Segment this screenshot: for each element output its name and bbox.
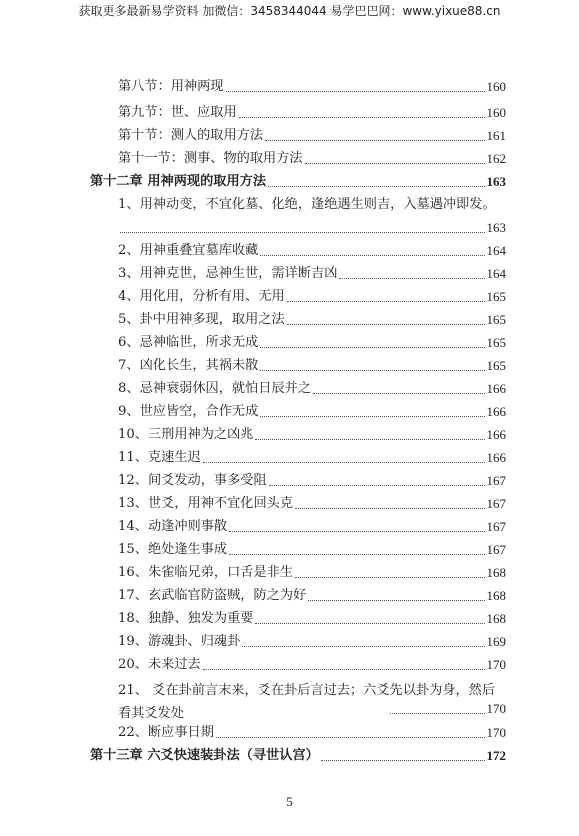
toc-page: 166 (486, 427, 506, 442)
toc-label: 19、游魂卦、归魂卦 (118, 634, 241, 649)
toc-label: 16、朱雀临兄弟，口舌是非生 (118, 565, 294, 580)
toc-label: 9、世应皆空，合作无成 (118, 404, 259, 419)
toc-entry[interactable] (118, 564, 506, 582)
toc-page: 165 (486, 358, 506, 373)
page-number: 5 (286, 794, 293, 809)
toc-entry[interactable] (118, 127, 506, 145)
toc-label: 第十三章 六爻快速装卦法（寻世认宫） (90, 748, 319, 763)
toc-entry[interactable] (118, 541, 506, 559)
toc-page: 163 (486, 174, 506, 189)
toc-entry[interactable] (118, 610, 506, 628)
toc-entry[interactable] (118, 357, 506, 375)
leader-dots (268, 186, 484, 187)
toc-page: 165 (486, 289, 506, 304)
toc-page: 160 (486, 79, 506, 94)
toc-entry[interactable] (118, 104, 506, 122)
toc-entry[interactable] (118, 403, 506, 421)
toc-page: 167 (486, 496, 506, 511)
leader-dots (339, 278, 484, 279)
leader-dots (203, 462, 485, 463)
toc-page: 164 (486, 266, 506, 281)
toc-entry[interactable] (118, 311, 506, 329)
leader-dots (229, 554, 484, 555)
leader-dots (265, 140, 484, 141)
toc-label: 22、断应事日期 (118, 725, 214, 740)
toc-page: 167 (486, 542, 506, 557)
toc-page: 163 (486, 220, 506, 235)
toc-entry[interactable] (118, 495, 506, 513)
leader-dots (255, 623, 484, 624)
toc-entry[interactable] (118, 426, 506, 444)
toc-label: 7、凶化长生，其祸未散 (118, 358, 259, 373)
toc-page: 166 (486, 381, 506, 396)
toc-label: 第八节：用神两现 (118, 79, 224, 94)
toc-entry[interactable] (118, 633, 506, 651)
toc-label: 6、忌神临世，所求无成 (118, 335, 259, 350)
toc-entry[interactable] (118, 724, 506, 742)
leader-dots (203, 669, 485, 670)
toc-page: 168 (486, 611, 506, 626)
leader-dots (321, 760, 485, 761)
leader-dots (255, 439, 484, 440)
leader-dots (226, 91, 485, 92)
leader-dots (242, 646, 484, 647)
toc-page: 170 (486, 657, 506, 672)
toc-chapter[interactable] (90, 173, 506, 191)
toc-label: 第九节：世、应取用 (118, 105, 237, 120)
toc-label: 2、用神重叠宜墓库收藏 (118, 243, 259, 258)
toc-label: 第十一节：测事、物的取用方法 (118, 151, 303, 166)
toc-page: 164 (486, 243, 506, 258)
toc-entry[interactable] (118, 380, 506, 398)
toc-label[interactable]: 1、用神动变，不宜化墓、化绝，逢绝遇生则吉，入墓遇冲即发。 (118, 197, 496, 212)
toc-entry-continuation[interactable] (118, 219, 506, 237)
toc-page: 169 (486, 634, 506, 649)
toc-label: 18、独静、独发为重要 (118, 611, 254, 626)
toc-label: 13、世爻，用神不宜化回头克 (118, 496, 294, 511)
toc-label: 21、 爻在卦前言末来，爻在卦后言过去；六爻先以卦为身，然后看其爻发处 (118, 683, 496, 721)
toc-entry[interactable] (118, 265, 506, 283)
leader-dots (260, 416, 484, 417)
leader-dots (295, 508, 484, 509)
leader-dots (239, 117, 485, 118)
toc-page: 170 (486, 725, 506, 740)
leader-dots (260, 370, 484, 371)
toc-label: 15、绝处逢生事成 (118, 542, 228, 557)
leader-dots (313, 393, 484, 394)
leader-dots (260, 347, 484, 348)
leader-dots (260, 255, 484, 256)
toc-page: 166 (486, 450, 506, 465)
toc-label: 第十二章 用神两现的取用方法 (90, 174, 267, 189)
leader-dots (287, 301, 485, 302)
toc-label: 14、动逢冲则事散 (118, 519, 228, 534)
toc-label: 17、玄武临官防盗贼，防之为好 (118, 588, 307, 603)
leader-dots (269, 485, 485, 486)
leader-dots (229, 531, 484, 532)
toc-label: 12、间爻发动，事多受阻 (118, 473, 267, 488)
toc-entry[interactable] (118, 334, 506, 352)
toc-label: 3、用神克世，忌神生世，需详断吉凶 (118, 266, 338, 281)
toc-page: 165 (486, 312, 506, 327)
leader-dots (305, 163, 485, 164)
toc-label: 8、忌神衰弱休囚，就怕日辰并之 (118, 381, 312, 396)
toc-page: 160 (486, 105, 506, 120)
toc-label: 11、克速生迟 (118, 450, 201, 465)
toc-entry-continuation[interactable] (388, 700, 506, 718)
toc-entry[interactable] (118, 587, 506, 605)
toc-chapter[interactable] (90, 747, 506, 765)
toc-entry[interactable] (118, 518, 506, 536)
toc-label: 5、卦中用神多现，取用之法 (118, 312, 285, 327)
leader-dots (295, 577, 484, 578)
toc-entry[interactable] (118, 449, 506, 467)
toc-entry[interactable] (118, 78, 506, 96)
toc-label: 第十节：测人的取用方法 (118, 128, 264, 143)
toc-label: 20、未来过去 (118, 657, 201, 672)
toc-page: 161 (486, 128, 506, 143)
toc-entry[interactable] (118, 288, 506, 306)
leader-dots (287, 324, 485, 325)
toc-page: 162 (486, 151, 506, 166)
leader-dots (216, 737, 485, 738)
toc-label: 4、用化用，分析有用、无用 (118, 289, 285, 304)
toc-page: 167 (486, 473, 506, 488)
toc-page: 168 (486, 565, 506, 580)
toc-page: 165 (486, 335, 506, 350)
toc-label: 10、三刑用神为之凶兆 (118, 427, 254, 442)
toc-entry[interactable] (118, 656, 506, 674)
toc-page: 166 (486, 404, 506, 419)
toc-page: 167 (486, 519, 506, 534)
toc-page: 168 (486, 588, 506, 603)
toc-entry[interactable] (118, 150, 506, 168)
leader-dots (120, 232, 485, 233)
toc-page: 170 (486, 701, 506, 716)
toc-page: 172 (486, 748, 506, 763)
page-header: 获取更多最新易学资料 加微信：3458344044 易学巴巴网：www.yixue88.cn (78, 4, 501, 18)
toc-entry[interactable] (118, 242, 506, 260)
leader-dots (308, 600, 484, 601)
leader-dots (390, 713, 485, 714)
toc-entry[interactable] (118, 472, 506, 490)
